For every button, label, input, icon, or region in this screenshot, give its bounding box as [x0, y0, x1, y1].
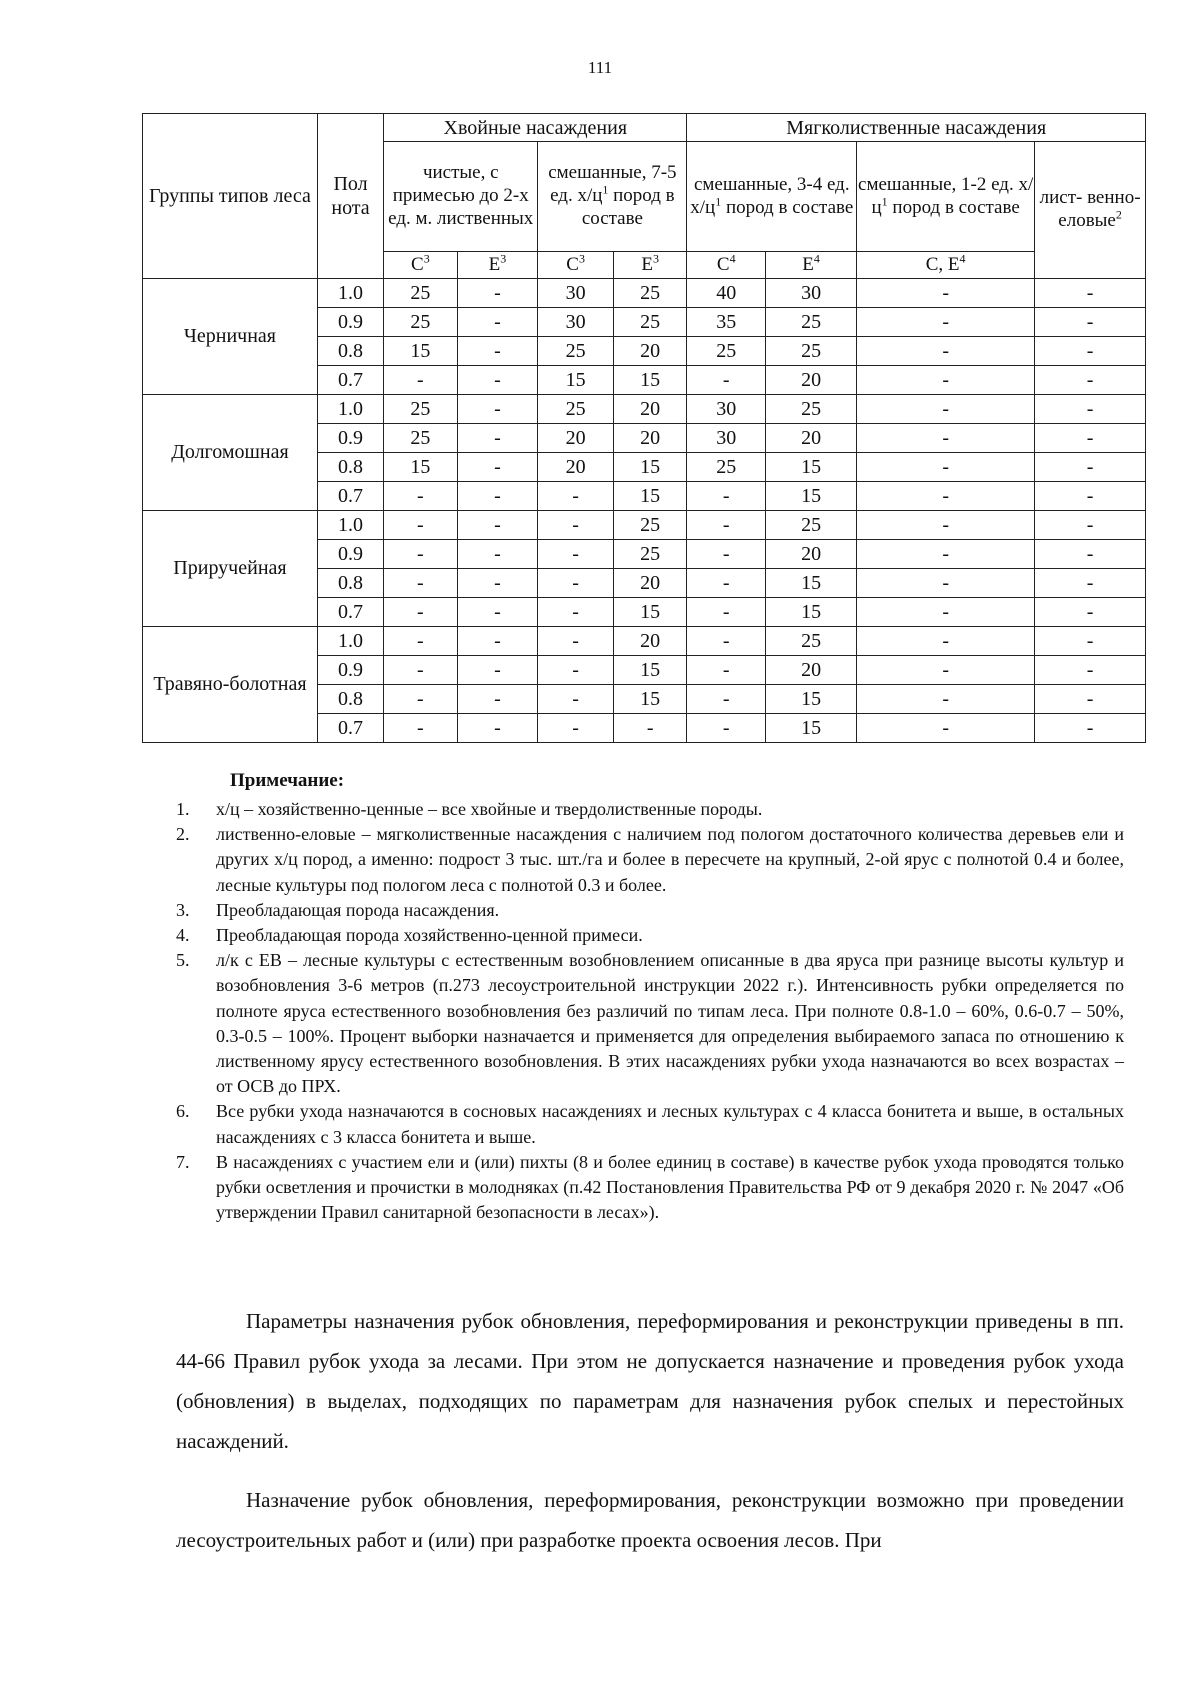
intensity-cell: -: [538, 540, 614, 569]
table-row: [143, 511, 1146, 540]
density-cell: 1.0: [317, 511, 383, 540]
intensity-cell: 15: [766, 453, 857, 482]
intensity-cell: 30: [766, 279, 857, 308]
intensity-cell: -: [687, 627, 766, 656]
intensity-cell: -: [457, 598, 538, 627]
intensity-cell: 20: [613, 627, 687, 656]
intensity-cell: -: [857, 453, 1035, 482]
intensity-cell: -: [384, 656, 457, 685]
intensity-cell: -: [457, 279, 538, 308]
intensity-cell: 20: [613, 569, 687, 598]
intensity-cell: 15: [538, 366, 614, 395]
forest-type-group-name: Долгомошная: [143, 395, 318, 511]
header-softwood-group: Мягколиственные насаждения: [687, 114, 1146, 142]
intensity-cell: -: [687, 714, 766, 743]
body-paragraph: Параметры назначения рубок обновления, переформирования и реконструкции приведены в пп. 44-66 Правил рубок ухода за лесами. При этом не допускается назначение и проведения рубок ухода (обновления) в выделах, подходящих по параметрам для назначения рубок спелых и перестойных насаждений.: [176, 1309, 1124, 1453]
header-soft-spruce: лист- венно- еловые$^2$: [1035, 142, 1146, 279]
intensity-cell: -: [1035, 424, 1146, 453]
intensity-cell: -: [687, 569, 766, 598]
note-text: Преобладающая порода насаждения.: [216, 899, 500, 920]
header-soft-mixed-3-4: смешанные, 3-4 ед. $х/ц^1$ пород в составе: [687, 142, 857, 252]
intensity-cell: -: [457, 308, 538, 337]
intensity-cell: 15: [766, 714, 857, 743]
intensity-cell: -: [457, 569, 538, 598]
intensity-cell: -: [538, 482, 614, 511]
density-cell: 0.8: [317, 685, 383, 714]
intensity-cell: -: [457, 714, 538, 743]
intensity-cell: 15: [613, 598, 687, 627]
intensity-cell: 25: [687, 453, 766, 482]
density-cell: 0.9: [317, 308, 383, 337]
intensity-cell: -: [384, 627, 457, 656]
intensity-cell: 20: [766, 540, 857, 569]
intensity-cell: -: [1035, 656, 1146, 685]
code-cell: $Е^3$: [613, 252, 687, 279]
density-cell: 0.8: [317, 569, 383, 598]
density-cell: 0.9: [317, 540, 383, 569]
intensity-cell: -: [457, 395, 538, 424]
intensity-cell: 25: [613, 511, 687, 540]
intensity-cell: -: [857, 656, 1035, 685]
intensity-cell: 20: [613, 424, 687, 453]
thinning-intensity-table: [142, 113, 1146, 743]
density-cell: 0.7: [317, 714, 383, 743]
density-cell: 0.8: [317, 337, 383, 366]
intensity-cell: 25: [613, 308, 687, 337]
intensity-cell: 25: [766, 511, 857, 540]
intensity-cell: 25: [766, 627, 857, 656]
note-item: [176, 797, 1124, 822]
intensity-cell: -: [857, 482, 1035, 511]
intensity-cell: 15: [766, 685, 857, 714]
density-cell: 0.9: [317, 656, 383, 685]
intensity-cell: -: [538, 598, 614, 627]
note-number: 2.: [176, 824, 190, 845]
header-forest-type-group: Группы типов леса: [143, 114, 318, 279]
note-item: [176, 1099, 1124, 1149]
intensity-cell: -: [538, 656, 614, 685]
intensity-cell: -: [613, 714, 687, 743]
intensity-cell: 20: [538, 424, 614, 453]
table-body: [143, 279, 1146, 743]
forest-type-group-name: Черничная: [143, 279, 318, 395]
code-cell: С, $Е^4$: [857, 252, 1035, 279]
intensity-cell: -: [538, 685, 614, 714]
intensity-cell: -: [857, 395, 1035, 424]
intensity-cell: -: [457, 366, 538, 395]
density-cell: 0.9: [317, 424, 383, 453]
intensity-cell: -: [457, 337, 538, 366]
intensity-cell: -: [538, 569, 614, 598]
table-row: [143, 395, 1146, 424]
intensity-cell: -: [1035, 279, 1146, 308]
intensity-cell: 15: [613, 685, 687, 714]
header-soft-mixed-1-2: смешанные, 1-2 ед. $х/ц^1$ пород в составе: [857, 142, 1035, 252]
intensity-cell: -: [1035, 598, 1146, 627]
intensity-cell: -: [384, 569, 457, 598]
intensity-cell: 30: [687, 395, 766, 424]
intensity-cell: 20: [766, 366, 857, 395]
intensity-cell: 15: [384, 453, 457, 482]
intensity-cell: -: [1035, 482, 1146, 511]
density-cell: 1.0: [317, 627, 383, 656]
density-cell: 0.8: [317, 453, 383, 482]
header-conifer-mixed: смешанные, 7-5 ед. $х/ц^1$ пород в составе: [538, 142, 687, 252]
intensity-cell: 15: [613, 656, 687, 685]
intensity-cell: -: [687, 656, 766, 685]
intensity-cell: 35: [687, 308, 766, 337]
note-text: Все рубки ухода назначаются в сосновых насаждениях и лесных культурах с 4 класса бонитета и выше, в остальных насаждениях с 3 класса бонитета и выше.: [216, 1101, 1124, 1147]
intensity-cell: 25: [384, 308, 457, 337]
intensity-cell: -: [384, 482, 457, 511]
intensity-cell: -: [1035, 366, 1146, 395]
intensity-cell: 15: [766, 482, 857, 511]
page-number: 111: [587, 58, 613, 77]
intensity-cell: -: [857, 627, 1035, 656]
note-text: х/ц – хозяйственно-ценные – все хвойные и твердолиственные породы.: [216, 799, 763, 819]
intensity-cell: -: [457, 424, 538, 453]
intensity-cell: 25: [613, 279, 687, 308]
intensity-cell: -: [1035, 337, 1146, 366]
intensity-cell: 20: [613, 337, 687, 366]
note-item: [176, 1150, 1124, 1226]
intensity-cell: -: [1035, 453, 1146, 482]
code-cell: $С^4$: [687, 252, 766, 279]
intensity-cell: 15: [766, 598, 857, 627]
intensity-cell: 25: [384, 395, 457, 424]
intensity-cell: 30: [538, 279, 614, 308]
intensity-cell: -: [457, 482, 538, 511]
intensity-cell: -: [857, 424, 1035, 453]
note-text: В насаждениях с участием ели и (или) пихты (8 и более единиц в составе) в качестве рубок ухода проводятся только рубки осветления и прочистки в молодняках (п.42 Постановления Правительства РФ от 9 декабря 2020 г. № 2047 «Об утверждении Правил санитарной безопасности в лесах»).: [216, 1151, 1124, 1223]
notes-list: [176, 797, 1124, 1225]
intensity-cell: -: [857, 279, 1035, 308]
intensity-cell: -: [857, 685, 1035, 714]
note-text: Преобладающая порода хозяйственно-ценной примеси.: [216, 925, 643, 946]
intensity-cell: -: [384, 540, 457, 569]
intensity-cell: -: [857, 540, 1035, 569]
intensity-cell: 20: [613, 395, 687, 424]
intensity-cell: -: [538, 511, 614, 540]
intensity-cell: -: [857, 337, 1035, 366]
intensity-cell: -: [857, 308, 1035, 337]
intensity-cell: -: [538, 627, 614, 656]
intensity-cell: 30: [687, 424, 766, 453]
intensity-cell: -: [384, 366, 457, 395]
intensity-cell: -: [687, 482, 766, 511]
intensity-cell: -: [857, 714, 1035, 743]
code-cell: $С^3$: [538, 252, 614, 279]
intensity-cell: -: [857, 569, 1035, 598]
table-row: [143, 627, 1146, 656]
intensity-cell: 30: [538, 308, 614, 337]
intensity-cell: 25: [687, 337, 766, 366]
intensity-cell: -: [1035, 627, 1146, 656]
density-cell: 0.7: [317, 598, 383, 627]
notes-title: Примечание:: [230, 770, 345, 791]
intensity-cell: -: [687, 598, 766, 627]
note-number: 5.: [176, 950, 190, 971]
code-cell: $С^3$: [384, 252, 457, 279]
intensity-cell: 15: [613, 482, 687, 511]
intensity-cell: -: [857, 366, 1035, 395]
density-cell: 1.0: [317, 395, 383, 424]
note-number: 3.: [176, 899, 190, 920]
intensity-cell: -: [687, 366, 766, 395]
intensity-cell: 25: [538, 395, 614, 424]
density-cell: 0.7: [317, 366, 383, 395]
intensity-cell: -: [384, 511, 457, 540]
intensity-cell: -: [1035, 395, 1146, 424]
intensity-cell: 15: [384, 337, 457, 366]
intensity-cell: -: [457, 511, 538, 540]
intensity-cell: -: [1035, 511, 1146, 540]
note-item: [176, 948, 1124, 1099]
intensity-cell: -: [457, 656, 538, 685]
intensity-cell: -: [1035, 308, 1146, 337]
note-number: 1.: [176, 799, 190, 819]
note-item: [176, 923, 1124, 948]
intensity-cell: -: [1035, 540, 1146, 569]
note-item: [176, 822, 1124, 898]
note-text: лиственно-еловые – мягколиственные насаждения с наличием под пологом достаточного количества деревьев ели и других х/ц пород, а именно: подрост 3 тыс. шт./га и более в пересчете на крупный, 2-ой ярус с полнотой 0.4 и более, лесные культуры под пологом леса с полнотой 0.3 и более.: [216, 824, 1124, 895]
note-number: 6.: [176, 1101, 190, 1122]
body-paragraph: Назначение рубок обновления, переформирования, реконструкции возможно при проведении лесоустроительных работ и (или) при разработке проекта освоения лесов. При: [176, 1488, 1124, 1552]
note-number: 4.: [176, 925, 190, 946]
intensity-cell: 25: [538, 337, 614, 366]
intensity-cell: -: [857, 511, 1035, 540]
table-row: [143, 279, 1146, 308]
intensity-cell: 20: [766, 424, 857, 453]
intensity-cell: -: [457, 453, 538, 482]
forest-type-group-name: Приручейная: [143, 511, 318, 627]
intensity-cell: 25: [384, 279, 457, 308]
intensity-cell: -: [538, 714, 614, 743]
intensity-cell: -: [1035, 569, 1146, 598]
intensity-cell: -: [384, 714, 457, 743]
intensity-cell: -: [857, 598, 1035, 627]
intensity-cell: -: [687, 540, 766, 569]
intensity-cell: 15: [613, 453, 687, 482]
intensity-cell: 15: [766, 569, 857, 598]
code-cell: $Е^4$: [766, 252, 857, 279]
header-density: Пол нота: [317, 114, 383, 279]
intensity-cell: -: [1035, 714, 1146, 743]
intensity-cell: -: [457, 685, 538, 714]
intensity-cell: 25: [384, 424, 457, 453]
intensity-cell: -: [1035, 685, 1146, 714]
note-number: 7.: [176, 1151, 190, 1172]
intensity-cell: 20: [538, 453, 614, 482]
intensity-cell: 25: [613, 540, 687, 569]
intensity-cell: 15: [613, 366, 687, 395]
code-cell: $Е^3$: [457, 252, 538, 279]
intensity-cell: -: [384, 598, 457, 627]
forest-type-group-name: Травяно-болотная: [143, 627, 318, 743]
intensity-cell: -: [687, 511, 766, 540]
intensity-cell: 40: [687, 279, 766, 308]
note-item: [176, 898, 1124, 923]
intensity-cell: 25: [766, 395, 857, 424]
note-text: л/к с ЕВ – лесные культуры с естественным возобновлением описанные в два яруса при разнице высоты культур и возобновления 3-6 метров (п.273 лесоустроительной инструкции 2022 г.). Интенсивность рубки определяется по полноте яруса естественного возобновления без различий по типам леса. При полноте 0.8-1.0 – 60%, 0.6-0.7 – 50%, 0.3-0.5 – 100%. Процент выборки назначается и применяется для определения выбираемого запаса по отношению к лиственному ярусу естественного возобновления. В этих насаждениях рубки ухода назначаются во всех возрастах – от ОСВ до ПРХ.: [216, 950, 1124, 1097]
intensity-cell: 25: [766, 308, 857, 337]
density-cell: 1.0: [317, 279, 383, 308]
intensity-cell: -: [457, 540, 538, 569]
intensity-cell: -: [384, 685, 457, 714]
density-cell: 0.7: [317, 482, 383, 511]
header-conifer-pure: чистые, с примесью до 2-х ед. м. лиственных: [384, 142, 538, 252]
header-conifer-group: Хвойные насаждения: [384, 114, 687, 142]
intensity-cell: -: [457, 627, 538, 656]
intensity-cell: 20: [766, 656, 857, 685]
intensity-cell: 25: [766, 337, 857, 366]
intensity-cell: -: [687, 685, 766, 714]
